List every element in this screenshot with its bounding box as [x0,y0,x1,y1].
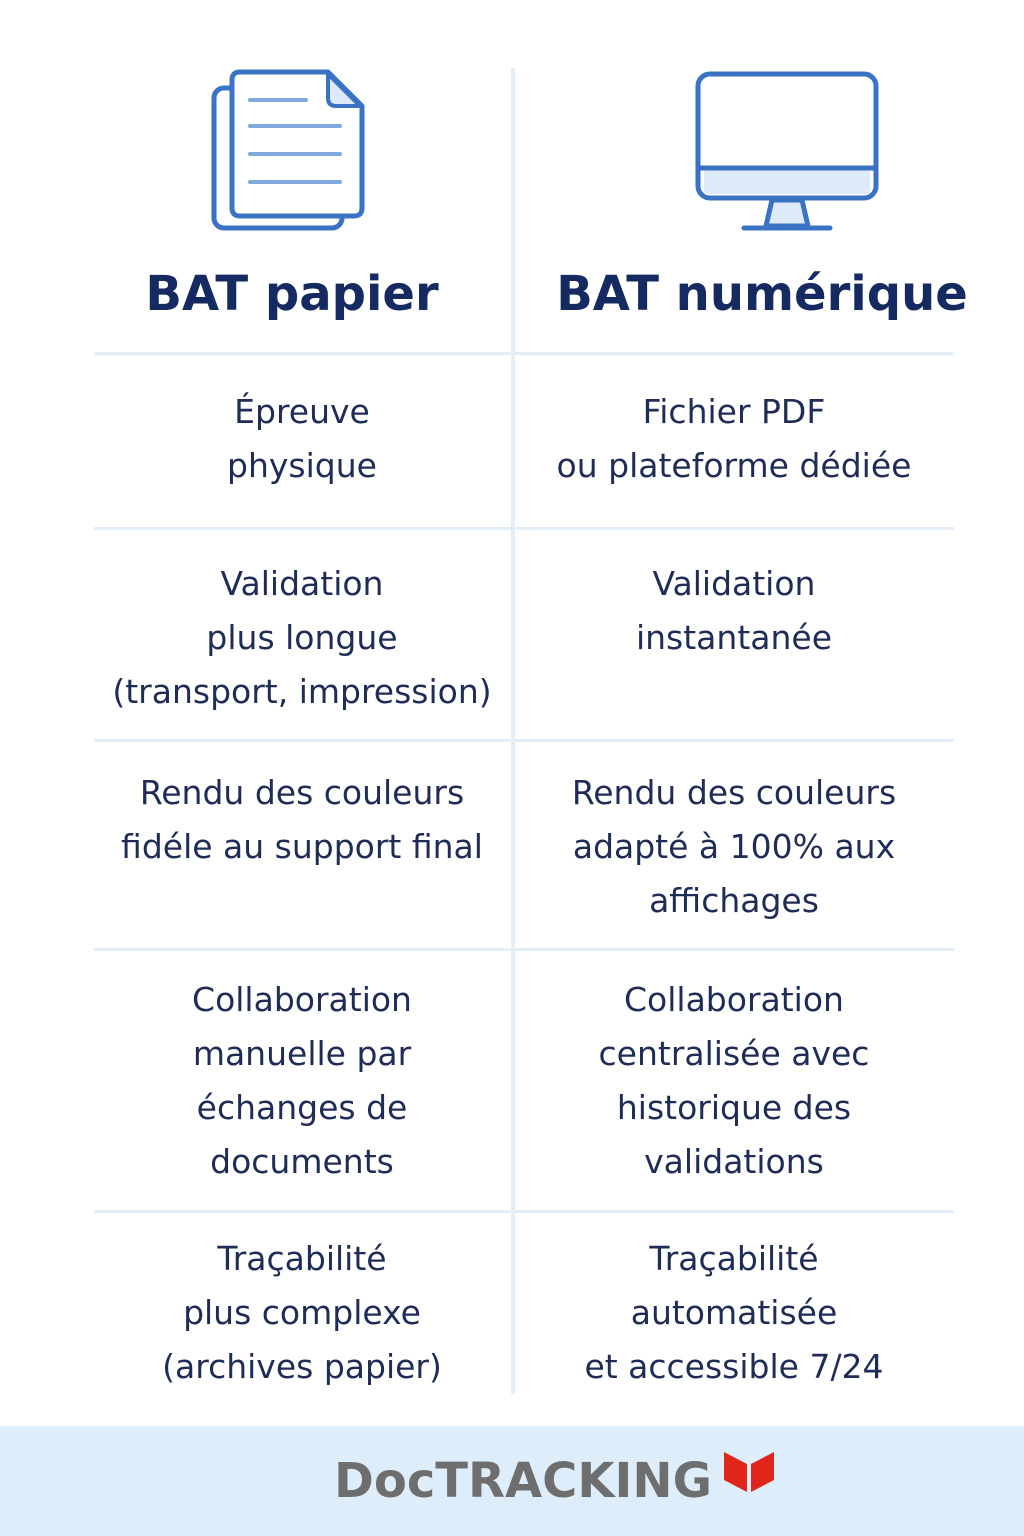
paper-validation-cell [94,557,510,737]
cell-text: Traçabilité automatisée et accessible 7/24 [584,1239,884,1386]
comparison-row-collaboration [94,973,954,1209]
comparison-header [94,60,968,354]
digital-traceability-cell [514,1232,954,1412]
open-book-icon [720,1448,778,1500]
digital-colors-cell [514,766,954,946]
row-divider [94,352,954,355]
monitor-icon [694,68,880,236]
footer-bar [0,1426,1024,1536]
cell-text: Collaboration centralisée avec historique des validations [598,980,870,1181]
cell-text: Rendu des couleurs fidéle au support final [121,773,483,866]
digital-collaboration-cell [514,973,954,1209]
cell-text: Rendu des couleurs adapté à 100% aux affichages [571,773,897,920]
document-icon [210,68,370,238]
row-divider [94,1210,954,1213]
paper-collaboration-cell [94,973,510,1209]
brand-logo [334,1446,778,1516]
paper-colors-cell [94,766,510,946]
paper-traceability-cell [94,1232,510,1412]
cell-text: Validation plus longue (transport, impression) [112,564,492,711]
comparison-row-format [94,385,954,525]
column-header-digital [524,60,968,354]
row-divider [94,739,954,742]
column-header-paper [94,60,514,354]
comparison-row-colors [94,766,954,946]
cell-text: Traçabilité plus complexe (archives papier) [162,1239,442,1386]
cell-text: Validation instantanée [635,564,833,657]
row-divider [94,948,954,951]
brand-name: DocTRACKING [334,1453,712,1509]
cell-text: Collaboration manuelle par échanges de documents [192,980,412,1181]
cell-text: Épreuve physique [227,392,377,485]
digital-validation-cell [514,557,954,737]
cell-text: Fichier PDF ou plateforme dédiée [556,392,912,485]
digital-format-cell [514,385,954,525]
row-divider [94,527,954,530]
comparison-row-validation [94,557,954,737]
column-title-digital: BAT numérique [556,266,968,322]
comparison-row-traceability [94,1232,954,1412]
column-title-paper: BAT papier [145,266,439,322]
paper-format-cell [94,385,510,525]
